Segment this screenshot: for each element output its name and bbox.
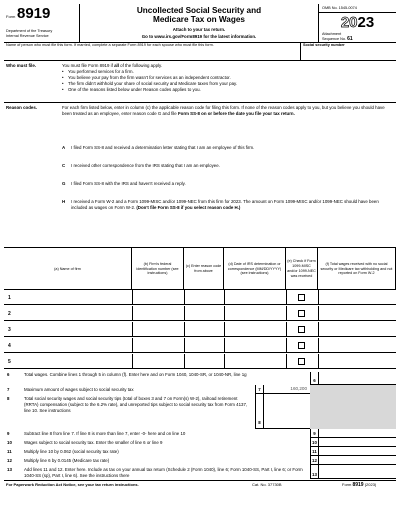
reason-code-cell[interactable]	[184, 354, 185, 369]
line-12-box-number: 12	[310, 456, 318, 465]
form-title-line-2: Medicare Tax on Wages	[153, 15, 245, 25]
paperwork-notice: For Paperwork Reduction Act Notice, see your tax return instructions.	[6, 482, 139, 487]
firm-id-cell[interactable]	[132, 354, 133, 369]
column-header-d: (d) Date of IRS determination or correspondence (MM/DD/YYYY) (see instructions)	[224, 247, 286, 289]
name-row	[4, 42, 396, 60]
reason-code-cell[interactable]	[184, 306, 185, 321]
attachment-label: Attachment	[322, 31, 342, 36]
line-10-amount[interactable]	[318, 438, 396, 447]
wages-cell[interactable]	[318, 354, 319, 369]
line-number: 6	[7, 372, 10, 377]
reason-codes-label: Reason codes.	[6, 105, 37, 110]
line-12-amount[interactable]	[318, 456, 396, 465]
reason-codes-intro	[62, 105, 394, 117]
line-number: 9	[7, 431, 10, 436]
table-row	[4, 354, 396, 369]
name-field-label: Name of person who must file this form. If married, complete a separate Form 8919 for each spouse who must file this form.	[6, 43, 214, 47]
department-line-1: Department of the Treasury	[6, 29, 53, 33]
row-number: 2	[8, 311, 11, 317]
list-item: • One of the reasons listed below under Reason codes applies to you.	[62, 87, 394, 93]
line-11-amount[interactable]	[318, 447, 396, 456]
line-11-box-number: 11	[310, 447, 318, 456]
form-title	[80, 6, 318, 25]
column-header-b: (b) Firm's federal identification number (see instructions)	[132, 247, 184, 289]
footer-form-number: 8919	[352, 482, 364, 488]
check-cell	[286, 290, 287, 305]
form-1099-checkbox[interactable]	[298, 342, 305, 349]
form-1099-checkbox[interactable]	[298, 294, 305, 301]
goto-instruction: Go to www.irs.gov/Form8919 for the latest information.	[141, 34, 257, 40]
form-title-line-1: Uncollected Social Security and	[136, 6, 262, 15]
line-13-box-number: 13	[310, 465, 318, 479]
check-cell	[286, 306, 287, 321]
department-line-2: Internal Revenue Service	[6, 33, 49, 38]
line-number: 13	[7, 467, 12, 472]
line-10-box-number: 10	[310, 438, 318, 447]
firm-id-cell[interactable]	[132, 338, 133, 353]
reason-code-letter: H	[62, 199, 66, 204]
date-cell[interactable]	[224, 306, 225, 321]
line-6-amount[interactable]	[318, 372, 396, 385]
check-cell	[286, 338, 287, 353]
wages-cell[interactable]	[318, 322, 319, 337]
line-number: 7	[7, 387, 10, 392]
list-item: • You performed services for a firm.	[62, 69, 394, 75]
who-must-file-text	[62, 63, 394, 93]
who-must-file-list	[62, 69, 394, 93]
reason-code-h-text: I received a Form W-2 and a Form 1099-MISC and/or 1099-NEC from this firm for 2023. The amount on Form 1099-MISC and/or 1099-NEC should have been included as wages on Form W-2.	[71, 199, 379, 211]
reason-code-text: I filed Form SS-8 with the IRS and haven't received a reply.	[71, 181, 186, 186]
row-number: 4	[8, 343, 11, 349]
sequence-text: Sequence No.	[322, 37, 347, 42]
footer-form-id	[342, 482, 376, 488]
catalog-number: Cat. No. 37730B	[252, 482, 282, 487]
wages-cell[interactable]	[318, 290, 319, 305]
column-header-c: (c) Enter reason code from above	[184, 247, 224, 289]
name-row-rule	[4, 60, 396, 61]
list-item: • You believe your pay from the firm wasn't for services as an independent contractor.	[62, 75, 394, 81]
line-9-amount[interactable]	[318, 429, 396, 438]
check-cell	[286, 354, 287, 369]
row-number: 3	[8, 327, 11, 333]
line-7-amount: 160,200	[263, 385, 310, 394]
column-header-a: (a) Name of firm	[4, 247, 132, 289]
column-header-f: (f) Total wages received with no social security or Medicare tax withholding and not reported on Form W-2	[318, 247, 396, 289]
row-number: 5	[8, 359, 11, 365]
reason-code-cell[interactable]	[184, 290, 185, 305]
check-cell	[286, 322, 287, 337]
list-item: • The firm didn't withhold your share of social security and Medicare taxes from your pay.	[62, 81, 394, 87]
reason-codes-intro-text: For each firm listed below, enter in column (c) the applicable reason code for filing this form. If none of the reason codes apply to you, but you believe you should have been treated as an employee, enter reason code G and file	[62, 105, 385, 117]
intro-post: of the following apply.	[118, 63, 163, 68]
line-8-box-number: 8	[255, 394, 263, 429]
line-8-amount[interactable]	[263, 394, 310, 429]
reason-code-h-bold: (Don't file Form SS-8 if you select reason code H.)	[136, 205, 241, 211]
table-row	[4, 322, 396, 337]
date-cell[interactable]	[224, 338, 225, 353]
reason-code-text: I filed Form SS-8 and received a determination letter stating that I am an employee of this firm.	[71, 145, 255, 150]
shaded-area	[310, 385, 396, 429]
omb-number: OMB No. 1545-0074	[319, 4, 396, 13]
form-1099-checkbox[interactable]	[298, 326, 305, 333]
line-13-amount[interactable]	[318, 465, 396, 479]
firm-id-cell[interactable]	[132, 322, 133, 337]
reason-codes-intro-bold: Form SS-8 on or before the date you file your tax return	[177, 111, 294, 117]
line-text: Subtract line 8 from line 7. If line 8 is more than line 7, enter -0- here and on line 10	[24, 431, 186, 436]
bottom-rule	[4, 480, 396, 481]
reason-code-letter: C	[62, 163, 66, 168]
who-must-file-label: Who must file.	[6, 63, 37, 68]
wages-cell[interactable]	[318, 306, 319, 321]
form-1099-checkbox[interactable]	[298, 310, 305, 317]
reason-code-letter: G	[62, 181, 66, 186]
reason-code-cell[interactable]	[184, 338, 185, 353]
line-text: Multiply line 10 by 0.062 (social security tax rate)	[24, 449, 119, 454]
footer-form-year: (2023)	[363, 482, 377, 487]
year-prefix: 20	[340, 13, 358, 31]
reason-code-text	[71, 199, 393, 212]
section-rule	[4, 102, 396, 103]
form-word: Form	[6, 14, 16, 19]
ssn-field-label: Social security number	[303, 43, 345, 47]
attach-instruction: Attach to your tax return.	[172, 26, 226, 32]
line-text: Total wages. Combine lines 1 through 5 in column (f). Enter here and on Form 1040, 1040-SR, or 1040-NR, line 1g	[24, 372, 247, 377]
ssn-field[interactable]	[300, 42, 396, 60]
tax-year	[319, 15, 396, 30]
reason-codes-intro-period: .	[293, 111, 295, 117]
form-page	[4, 4, 396, 514]
line-7-box-number: 7	[255, 385, 263, 394]
date-cell[interactable]	[224, 322, 225, 337]
line-number: 12	[7, 458, 12, 463]
department-block	[6, 29, 52, 38]
date-cell[interactable]	[224, 290, 225, 305]
form-title-block	[80, 4, 318, 42]
reason-code-text: I received other correspondence from the IRS stating that I am an employee.	[71, 163, 220, 168]
line-number: 8	[7, 396, 10, 401]
line-text: Total social security wages and social security tips (total of boxes 3 and 7 on Form(s) W-2), railroad retirement (RRTA) compensation (subject to the 6.2% rate), and unreported tips subject to social security tax from Form 4137, line 10. See instructions	[24, 396, 248, 413]
reason-code-letter: A	[62, 145, 66, 150]
row-number: 1	[8, 295, 11, 301]
line-text: Multiply line 6 by 0.0145 (Medicare tax rate)	[24, 458, 110, 463]
column-header-e: (e) Check if Form 1099-MISC and/or 1099-NEC was received	[286, 247, 318, 289]
form-1099-checkbox[interactable]	[298, 358, 305, 365]
firm-id-cell[interactable]	[132, 290, 133, 305]
line-text: Add lines 11 and 12. Enter here. Include as tax on your annual tax return (Schedule 2 (Form 1040), line 6; Form 1040-SS, Part I, line 6; or Form 1040-SS (sp), Part I, line 6). See the instructions there	[24, 467, 303, 478]
date-cell[interactable]	[224, 354, 225, 369]
intro-all: all	[114, 63, 119, 68]
line-number: 11	[7, 449, 12, 454]
form-number: 8919	[17, 5, 51, 22]
line-text: Wages subject to social security tax. Enter the smaller of line 6 or line 9	[24, 440, 163, 445]
footer-form-word: Form	[342, 482, 353, 487]
line-text: Maximum amount of wages subject to social security tax	[24, 387, 134, 392]
table-row	[4, 290, 396, 305]
table-row	[4, 338, 396, 353]
firm-id-cell[interactable]	[132, 306, 133, 321]
line-number: 10	[7, 440, 12, 445]
intro-pre: You must file Form 8919 if	[62, 63, 115, 68]
form-id-block	[4, 4, 80, 42]
line-6-box-number: 6	[310, 372, 318, 385]
wages-cell[interactable]	[318, 338, 319, 353]
omb-block	[318, 4, 396, 42]
year-suffix: 23	[357, 13, 375, 31]
line-9-box-number: 9	[310, 429, 318, 438]
sequence-number: 61	[347, 36, 353, 43]
table-row	[4, 306, 396, 321]
reason-code-cell[interactable]	[184, 322, 185, 337]
